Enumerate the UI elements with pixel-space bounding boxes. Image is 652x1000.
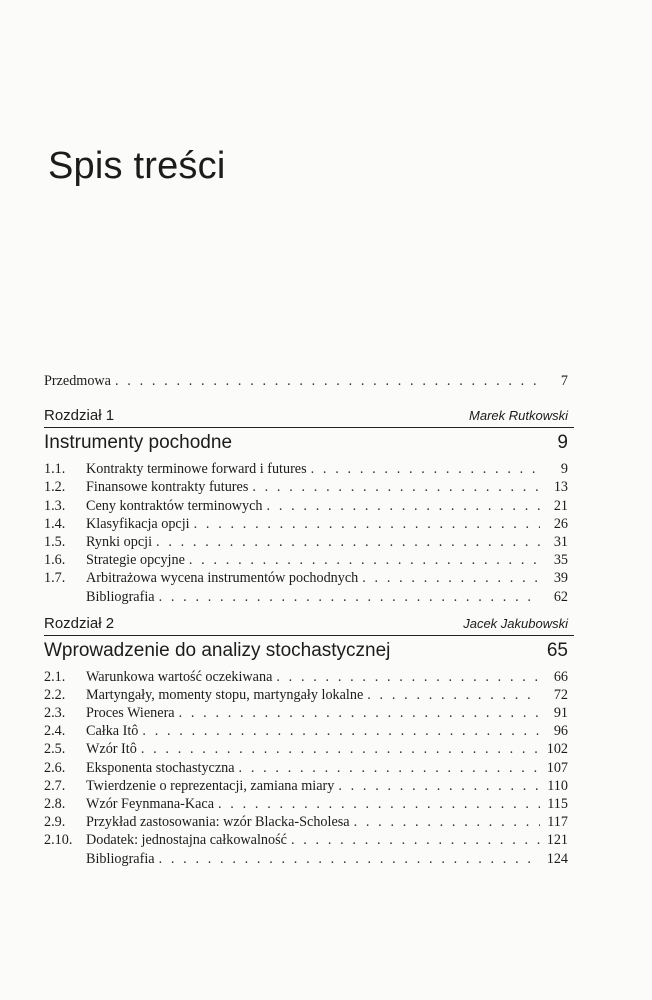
section-page: 107 xyxy=(546,759,568,776)
section-number: 2.8. xyxy=(44,796,66,812)
section-label: Kontrakty terminowe forward i futures xyxy=(86,461,307,478)
chapter-author: Marek Rutkowski xyxy=(469,408,568,424)
section-page: 124 xyxy=(546,850,568,867)
chapter-2 xyxy=(44,614,574,868)
toc-entry[interactable] xyxy=(44,759,574,777)
toc-entry[interactable] xyxy=(44,478,574,496)
section-page: 102 xyxy=(546,741,568,758)
section-page: 72 xyxy=(553,686,568,703)
dot-leader xyxy=(159,850,540,868)
toc-entry[interactable] xyxy=(44,777,574,795)
section-label: Martyngały, momenty stopu, martyngały lokalne xyxy=(86,686,364,703)
section-page: 117 xyxy=(547,814,568,831)
toc-entry[interactable] xyxy=(44,831,574,849)
section-number: 2.5. xyxy=(44,741,66,758)
dot-leader xyxy=(141,740,540,758)
chapter-1 xyxy=(44,406,574,606)
chapter-divider xyxy=(44,427,574,428)
page-title: Spis treści xyxy=(48,145,226,188)
toc-entry[interactable] xyxy=(44,813,574,831)
dot-leader xyxy=(367,686,540,704)
section-number: 2.7. xyxy=(44,777,66,794)
section-label: Finansowe kontrakty futures xyxy=(86,479,249,496)
section-number: 1.4. xyxy=(44,515,66,532)
dot-leader xyxy=(115,372,540,390)
section-number: 1.3. xyxy=(44,497,66,514)
toc-entry-bibliography[interactable] xyxy=(44,850,574,868)
section-label: Całka Itô xyxy=(86,723,139,740)
dot-leader xyxy=(159,588,540,606)
chapter-header xyxy=(44,406,574,426)
section-page: 62 xyxy=(553,588,568,605)
section-label: Wzór Feynmana-Kaca xyxy=(86,796,215,812)
section-number: 1.2. xyxy=(44,479,66,496)
section-number: 2.3. xyxy=(44,705,66,722)
chapter-author: Jacek Jakubowski xyxy=(463,615,568,631)
section-number: 2.2. xyxy=(44,686,66,703)
section-page: 91 xyxy=(553,705,568,722)
chapter-heading: Rozdział 1 xyxy=(44,407,115,425)
toc-entry-page: 7 xyxy=(560,373,568,389)
section-number: 2.10. xyxy=(44,832,73,849)
dot-leader xyxy=(354,813,540,831)
toc-entry[interactable] xyxy=(44,722,574,740)
toc-entry-bibliography[interactable] xyxy=(44,588,574,606)
toc-entry[interactable] xyxy=(44,497,574,515)
chapter-heading: Rozdział 2 xyxy=(44,614,115,632)
section-label: Rynki opcji xyxy=(86,533,153,550)
chapter-header xyxy=(44,614,574,634)
section-page: 39 xyxy=(553,570,568,587)
section-page: 96 xyxy=(553,723,568,740)
dot-leader xyxy=(189,551,540,569)
section-label: Arbitrażowa wycena instrumentów pochodnych xyxy=(86,570,359,587)
section-page: 26 xyxy=(553,515,568,532)
section-number: 2.4. xyxy=(44,723,66,740)
section-number: 1.5. xyxy=(44,533,66,550)
toc-entry-label: Przedmowa xyxy=(44,373,111,389)
section-page: 9 xyxy=(560,461,568,478)
chapter-title: Instrumenty pochodne xyxy=(44,432,233,454)
section-number: 1.7. xyxy=(44,570,66,587)
section-number: 1.6. xyxy=(44,552,66,569)
dot-leader xyxy=(291,831,540,849)
table-of-contents xyxy=(44,372,574,868)
dot-leader xyxy=(311,460,540,478)
toc-entry[interactable] xyxy=(44,533,574,551)
section-number: 2.1. xyxy=(44,668,66,685)
section-page: 121 xyxy=(546,832,568,849)
dot-leader xyxy=(179,704,540,722)
section-page: 110 xyxy=(547,777,568,794)
section-label: Proces Wienera xyxy=(86,705,175,722)
section-label: Strategie opcyjne xyxy=(86,552,185,569)
toc-entry[interactable] xyxy=(44,795,574,813)
section-label: Twierdzenie o reprezentacji, zamiana miary xyxy=(86,777,335,794)
dot-leader xyxy=(156,533,540,551)
section-label: Wzór Itô xyxy=(86,741,137,758)
chapter-title: Wprowadzenie do analizy stochastycznej xyxy=(44,639,391,661)
dot-leader xyxy=(338,777,540,795)
chapter-page: 9 xyxy=(557,432,568,454)
section-number: 2.6. xyxy=(44,759,66,776)
section-label: Przykład zastosowania: wzór Blacka-Scholesa xyxy=(86,814,350,831)
dot-leader xyxy=(252,478,540,496)
section-number: 2.9. xyxy=(44,814,66,831)
section-number: 1.1. xyxy=(44,461,66,478)
section-page: 31 xyxy=(553,533,568,550)
dot-leader xyxy=(194,515,540,533)
dot-leader xyxy=(218,795,540,813)
section-page: 66 xyxy=(553,668,568,685)
toc-entry[interactable] xyxy=(44,686,574,704)
section-label: Bibliografia xyxy=(86,588,155,605)
chapter-divider xyxy=(44,635,574,636)
section-label: Ceny kontraktów terminowych xyxy=(86,497,263,514)
section-label: Klasyfikacja opcji xyxy=(86,515,190,532)
toc-entry[interactable] xyxy=(44,460,574,478)
section-label: Warunkowa wartość oczekiwana xyxy=(86,668,273,685)
section-page: 115 xyxy=(547,796,568,812)
toc-entry[interactable] xyxy=(44,515,574,533)
dot-leader xyxy=(239,759,540,777)
section-label: Bibliografia xyxy=(86,850,155,867)
section-page: 35 xyxy=(553,552,568,569)
toc-entry[interactable] xyxy=(44,704,574,722)
toc-entry[interactable] xyxy=(44,740,574,758)
toc-entry-preface[interactable] xyxy=(44,372,574,390)
toc-entry[interactable] xyxy=(44,668,574,686)
section-label: Eksponenta stochastyczna xyxy=(86,759,235,776)
section-page: 13 xyxy=(553,479,568,496)
chapter-page: 65 xyxy=(546,639,568,661)
toc-entry[interactable] xyxy=(44,551,574,569)
dot-leader xyxy=(276,668,540,686)
dot-leader xyxy=(142,722,540,740)
section-page: 21 xyxy=(553,497,568,514)
chapter-title-row[interactable] xyxy=(44,638,574,664)
toc-entry[interactable] xyxy=(44,569,574,587)
section-label: Dodatek: jednostajna całkowalność xyxy=(86,832,287,849)
chapter-title-row[interactable] xyxy=(44,430,574,456)
dot-leader xyxy=(267,497,540,515)
dot-leader xyxy=(362,569,540,587)
